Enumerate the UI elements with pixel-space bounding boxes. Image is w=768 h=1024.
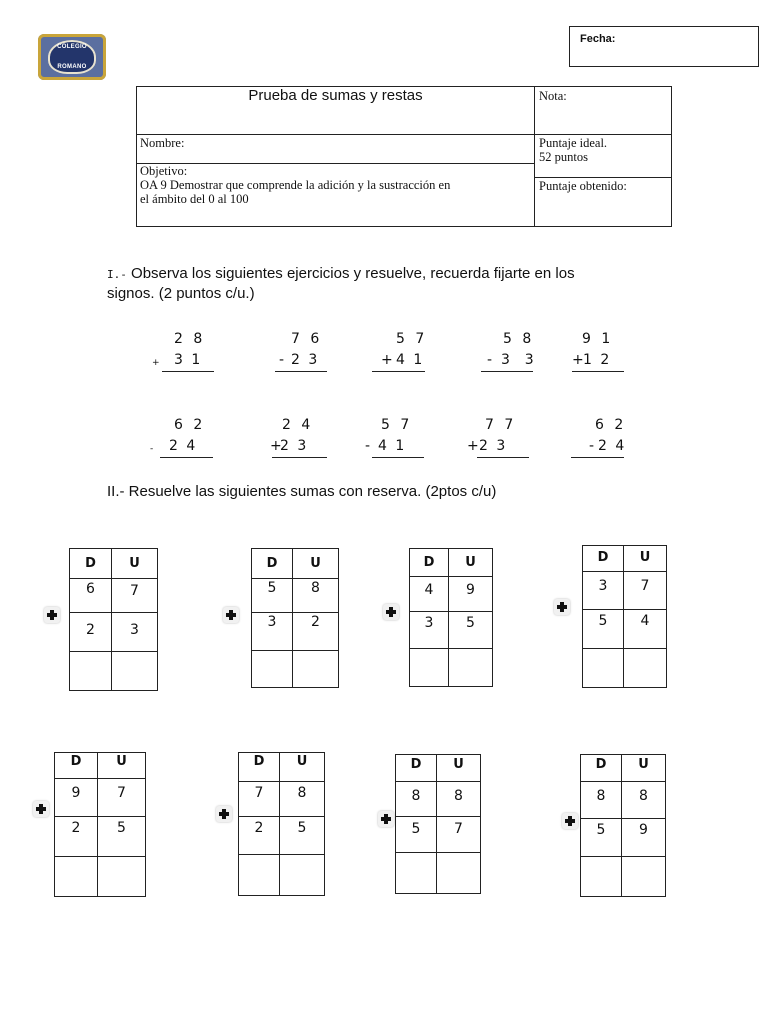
plus-icon [562,813,578,829]
operation-top: 7 7 [485,417,517,433]
operation-top: 5 7 [381,417,413,433]
units-header: U [116,754,127,769]
grid-divider [583,648,666,649]
units-header: U [638,757,649,772]
tens-digit: 5 [267,580,277,596]
tens-header: D [85,556,96,571]
grid-divider [239,781,324,782]
operation-sign: - [279,352,285,368]
tens-header: D [597,550,609,565]
tens-digit: 2 [86,622,95,638]
test-title: Prueba de sumas y restas [248,87,423,104]
units-digit: 9 [466,582,475,598]
answer-line[interactable] [477,457,529,458]
tens-header: D [410,757,422,772]
tens-digit: 5 [596,822,606,838]
grid-divider [396,852,480,853]
tens-digit: 2 [71,820,81,836]
operation-sign: - [365,438,371,454]
tens-digit: 5 [411,821,421,837]
section-2-instructions: II.- Resuelve las siguientes sumas con reserva. (2ptos c/u) [107,483,497,500]
addition-grid[interactable] [238,752,325,896]
answer-line[interactable] [162,371,214,372]
tens-digit: 3 [424,615,434,631]
tens-digit: 9 [71,785,81,801]
addition-grid[interactable] [582,545,667,688]
table-divider [137,134,671,135]
operation-top: 5 8 [503,331,535,347]
units-digit: 7 [640,578,650,594]
plus-icon [44,607,60,623]
units-header: U [129,556,140,571]
units-digit: 3 [130,622,139,638]
units-header: U [465,555,476,570]
operation-sign: + [467,438,479,454]
units-digit: 8 [639,788,648,804]
date-box[interactable] [569,26,759,67]
grid-divider [252,612,338,613]
tens-header: D [70,754,82,769]
plus-icon [33,801,49,817]
section-1-text-line-1: Observa los siguientes ejercicios y resuelve, recuerda fijarte en los [126,265,575,282]
tens-digit: 6 [86,581,95,597]
section-1-text-line-2: signos. (2 puntos c/u.) [107,285,255,302]
operation-bottom: 2 3 [479,438,508,454]
plus-icon [223,607,239,623]
tens-digit: 4 [424,582,434,598]
units-digit: 7 [117,785,126,801]
grid-divider [252,650,338,651]
operation-bottom: 3 1 [174,352,203,368]
answer-line[interactable] [572,371,624,372]
operation-sign: + [270,438,282,454]
tens-digit: 2 [254,820,264,836]
table-divider [534,87,535,226]
operation-sign: - [487,352,493,368]
grid-divider [583,571,666,572]
plus-icon [216,806,232,822]
answer-line[interactable] [275,371,327,372]
name-label: Nombre: [140,136,185,150]
answer-line[interactable] [372,457,424,458]
addition-grid[interactable] [395,754,481,894]
operation-bottom: 2 3 [291,352,320,368]
units-digit: 2 [311,614,320,630]
tens-digit: 5 [598,613,608,629]
objective-text [140,164,450,206]
header-table [136,86,672,227]
units-digit: 8 [297,785,307,801]
grid-divider [55,856,145,857]
addition-grid[interactable] [251,548,339,688]
grid-divider [396,781,480,782]
grid-divider [252,578,338,579]
units-header: U [453,757,464,772]
objective-line-1: OA 9 Demostrar que comprende la adición y la sustracción en [140,178,451,192]
ideal-score-line-2: 52 puntos [539,150,588,164]
ideal-score-label [539,136,607,164]
tens-header: D [266,556,278,571]
operation-top: 2 4 [282,417,314,433]
answer-line[interactable] [372,371,425,372]
operation-sign: + [381,352,393,368]
operation-bottom: 2 4 [169,438,198,454]
units-header: U [310,556,321,571]
plus-icon [378,811,394,827]
operation-bottom: 1 2 [583,352,612,368]
units-digit: 5 [297,820,307,836]
grid-divider [410,576,492,577]
tens-header: D [595,757,607,772]
tens-digit: 3 [598,578,608,594]
units-digit: 5 [466,615,475,631]
tens-header: D [423,555,435,570]
addition-grid[interactable] [580,754,666,897]
answer-line[interactable] [571,457,624,458]
answer-line[interactable] [272,457,327,458]
units-digit: 7 [130,583,139,599]
operation-top: 2 8 [174,331,206,347]
grid-divider [581,781,665,782]
addition-grid[interactable] [69,548,158,691]
operation-sign: + [152,358,160,368]
table-divider [534,177,671,178]
grid-divider [239,816,324,817]
operation-top: 6 2 [595,417,627,433]
grid-divider [396,816,480,817]
units-header: U [639,550,651,565]
addition-grid[interactable] [409,548,493,687]
grid-divider [583,609,666,610]
operation-bottom: 3 3 [501,352,536,368]
tens-header: D [253,754,265,769]
operation-bottom: 4 1 [378,438,407,454]
grid-divider [55,816,145,817]
grid-divider [55,778,145,779]
grid-divider [70,612,157,613]
units-digit: 8 [311,580,320,596]
tens-digit: 8 [596,788,606,804]
plus-icon [554,599,570,615]
operation-bottom: 2 4 [598,438,627,454]
grid-divider [410,648,492,649]
grid-divider [581,818,665,819]
grade-label: Nota: [539,89,567,103]
addition-grid[interactable] [54,752,146,897]
school-logo [38,34,106,80]
operation-sign: + [572,352,584,368]
grid-divider [581,856,665,857]
units-digit: 5 [117,820,126,836]
grid-divider [410,611,492,612]
operation-top: 6 2 [174,417,206,433]
operation-bottom: 2 3 [280,438,309,454]
logo-top-text: COLEGIO [57,44,87,50]
operation-top: 7 6 [291,331,323,347]
ideal-score-line-1: Puntaje ideal. [539,136,608,150]
operation-top: 9 1 [582,331,614,347]
tens-digit: 3 [267,614,277,630]
units-header: U [296,754,308,769]
operation-bottom: 4 1 [396,352,425,368]
units-digit: 9 [639,822,648,838]
date-label: Fecha: [580,33,616,45]
tens-digit: 7 [254,785,264,801]
units-digit: 4 [640,613,650,629]
answer-line[interactable] [160,457,213,458]
grid-divider [70,578,157,579]
section-1-number: I.- [107,268,127,281]
objective-line-2: el ámbito del 0 al 100 [140,192,249,206]
units-digit: 8 [454,788,463,804]
plus-icon [383,604,399,620]
logo-bottom-text: ROMANO [57,64,87,70]
grid-divider [239,854,324,855]
tens-digit: 8 [411,788,421,804]
operation-sign: - [589,438,595,454]
section-1-instructions [107,264,667,303]
objective-label: Objetivo: [140,164,188,178]
operation-sign: - [150,444,154,454]
operation-top: 5 7 [396,331,428,347]
units-digit: 7 [454,821,463,837]
school-crest-icon [48,40,96,74]
obtained-score-label: Puntaje obtenido: [539,179,627,193]
answer-line[interactable] [481,371,533,372]
grid-divider [70,651,157,652]
